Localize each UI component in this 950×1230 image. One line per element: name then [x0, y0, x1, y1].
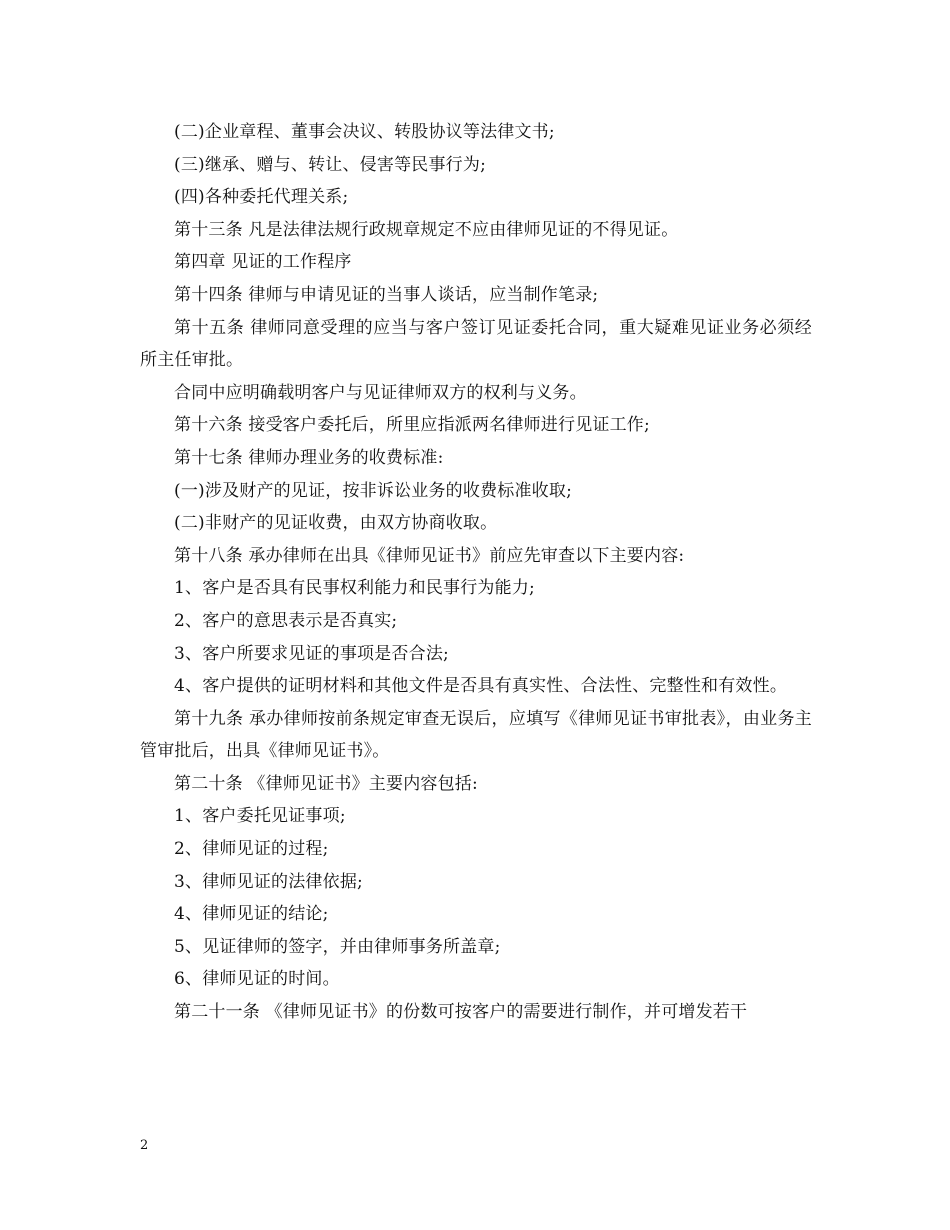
paragraph: (一)涉及财产的见证，按非诉讼业务的收费标准收取; — [174, 480, 572, 501]
page-number: 2 — [140, 1138, 149, 1153]
paragraph: 第十五条 律师同意受理的应当与客户签订见证委托合同，重大疑难见证业务必须经所主任审批。 — [140, 317, 812, 371]
paragraph: 第十七条 律师办理业务的收费标准: — [174, 447, 444, 468]
paragraph: 第二十一条 《律师见证书》的份数可按客户的需要进行制作，并可增发若干 — [174, 1002, 748, 1023]
paragraph: 第二十条 《律师见证书》主要内容包括: — [174, 773, 478, 794]
document-body — [140, 116, 812, 1029]
paragraph: (四)各种委托代理关系; — [174, 187, 349, 208]
paragraph: 2、律师见证的过程; — [174, 839, 329, 860]
chapter-heading: 第四章 见证的工作程序 — [174, 252, 352, 273]
paragraph: 第十三条 凡是法律法规行政规章规定不应由律师见证的不得见证。 — [174, 219, 679, 240]
paragraph: 第十八条 承办律师在出具《律师见证书》前应先审查以下主要内容: — [174, 545, 685, 566]
paragraph: 第十四条 律师与申请见证的当事人谈话，应当制作笔录; — [174, 284, 599, 305]
paragraph: (二)企业章程、董事会决议、转股协议等法律文书; — [174, 122, 555, 142]
paragraph: (二)非财产的见证收费，由双方协商收取。 — [174, 513, 498, 534]
paragraph: 4、客户提供的证明材料和其他文件是否具有真实性、合法性、完整性和有效性。 — [174, 676, 788, 697]
paragraph: 第十六条 接受客户委托后，所里应指派两名律师进行见证工作; — [174, 415, 650, 436]
paragraph: 1、客户是否具有民事权利能力和民事行为能力; — [174, 578, 535, 599]
paragraph: 5、见证律师的签字，并由律师事务所盖章; — [174, 936, 501, 957]
paragraph: 第十九条 承办律师按前条规定审查无误后，应填写《律师见证书审批表》，由业务主管审批后，出具《律师见证书》。 — [140, 708, 812, 762]
paragraph: 2、客户的意思表示是否真实; — [174, 610, 398, 631]
paragraph: 1、客户委托见证事项; — [174, 806, 346, 827]
paragraph: 4、律师见证的结论; — [174, 904, 329, 925]
paragraph: 6、律师见证的时间。 — [174, 969, 340, 990]
paragraph: 3、客户所要求见证的事项是否合法; — [174, 643, 449, 664]
paragraph: 合同中应明确载明客户与见证律师双方的权利与义务。 — [174, 382, 587, 403]
paragraph: 3、律师见证的法律依据; — [174, 871, 363, 892]
paragraph: (三)继承、赠与、转让、侵害等民事行为; — [174, 154, 486, 175]
